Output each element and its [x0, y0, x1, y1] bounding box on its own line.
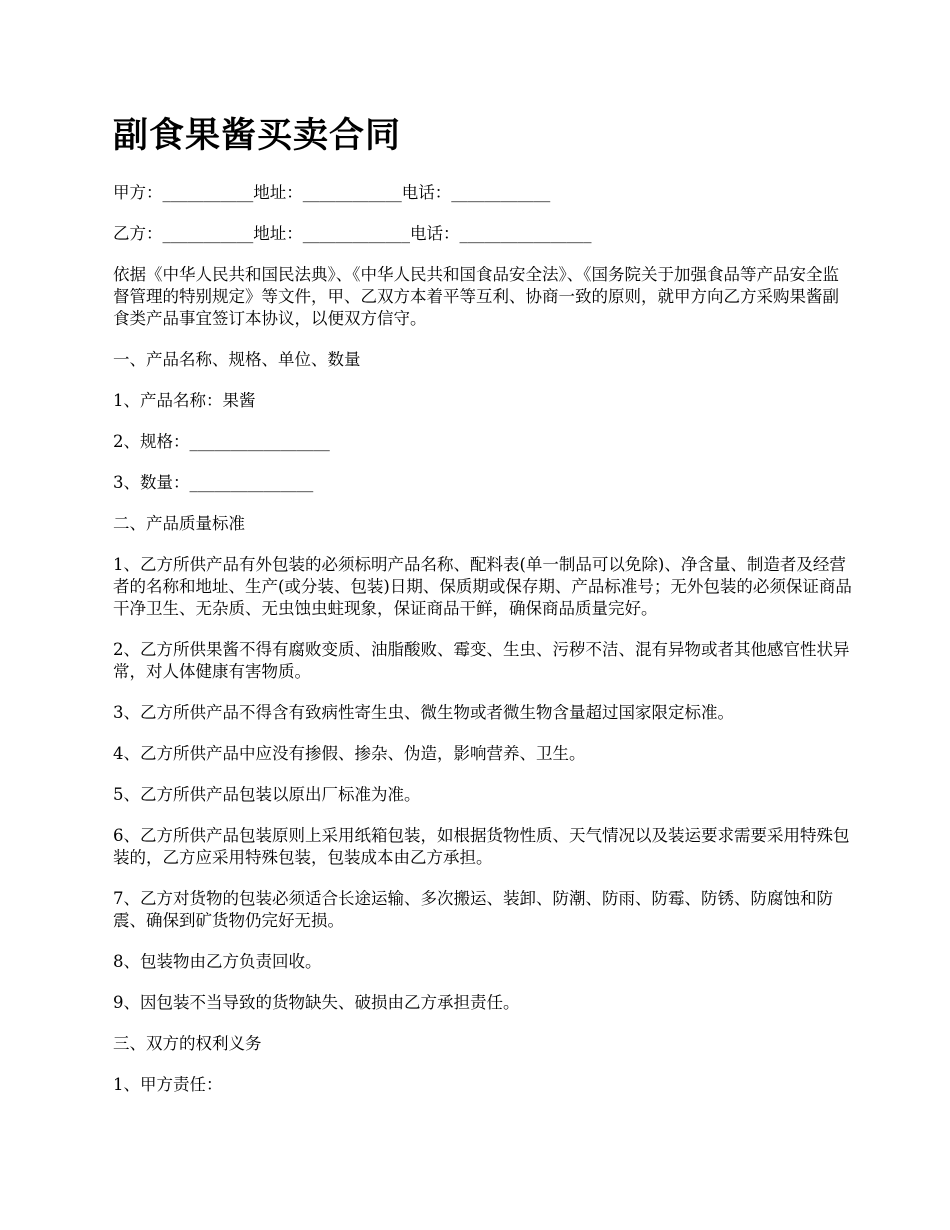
quality-clause-5: 5、乙方所供产品包装以原出厂标准为准。 [113, 785, 421, 804]
party-a-line: 甲方：___________地址：____________电话：____________ [113, 183, 551, 202]
quality-clause-8: 8、包装物由乙方负责回收。 [113, 952, 322, 971]
clause-product-name: 1、产品名称：果酱 [113, 391, 256, 410]
section-heading-2: 二、产品质量标准 [113, 514, 245, 533]
quality-clause-1: 1、乙方所供产品有外包装的必须标明产品名称、配料表(单一制品可以免除)、净含量、制造者及经营者的名称和地址、生产(或分装、包装)日期、保质期或保存期、产品标准号；无外包装的必须保证商品干净卫生、无杂质、无虫蚀虫蛀现象，保证商品干鲜，确保商品质量完好。 [113, 555, 852, 618]
section-heading-3: 三、双方的权利义务 [113, 1034, 262, 1053]
party-b-line: 乙方：___________地址：_____________电话：________________ [113, 224, 592, 243]
clause-specification: 2、规格：_________________ [113, 432, 330, 451]
document-title: 副食果酱买卖合同 [113, 116, 402, 156]
clause-quantity: 3、数量：_______________ [113, 473, 314, 492]
preamble-paragraph: 依据《中华人民共和国民法典》、《中华人民共和国食品安全法》、《国务院关于加强食品等产品安全监督管理的特别规定》等文件，甲、乙双方本着平等互利、协商一致的原则，就甲方向乙方采购果酱副食类产品事宜签订本协议，以便双方信守。 [113, 265, 839, 328]
party-a-duties: 1、甲方责任： [113, 1075, 223, 1094]
quality-clause-4: 4、乙方所供产品中应没有掺假、掺杂、伪造，影响营养、卫生。 [113, 744, 586, 763]
quality-clause-6: 6、乙方所供产品包装原则上采用纸箱包装，如根据货物性质、天气情况以及装运要求需要采用特殊包装的，乙方应采用特殊包装，包装成本由乙方承担。 [113, 826, 850, 867]
quality-clause-7: 7、乙方对货物的包装必须适合长途运输、多次搬运、装卸、防潮、防雨、防霉、防锈、防腐蚀和防震、确保到矿货物仍完好无损。 [113, 889, 833, 930]
quality-clause-9: 9、因包装不当导致的货物缺失、破损由乙方承担责任。 [113, 993, 520, 1012]
quality-clause-3: 3、乙方所供产品不得含有致病性寄生虫、微生物或者微生物含量超过国家限定标准。 [113, 703, 734, 722]
document-page [113, 112, 853, 1115]
quality-clause-2: 2、乙方所供果酱不得有腐败变质、油脂酸败、霉变、生虫、污秽不洁、混有异物或者其他感官性状异常，对人体健康有害物质。 [113, 640, 850, 681]
section-heading-1: 一、产品名称、规格、单位、数量 [113, 350, 361, 369]
